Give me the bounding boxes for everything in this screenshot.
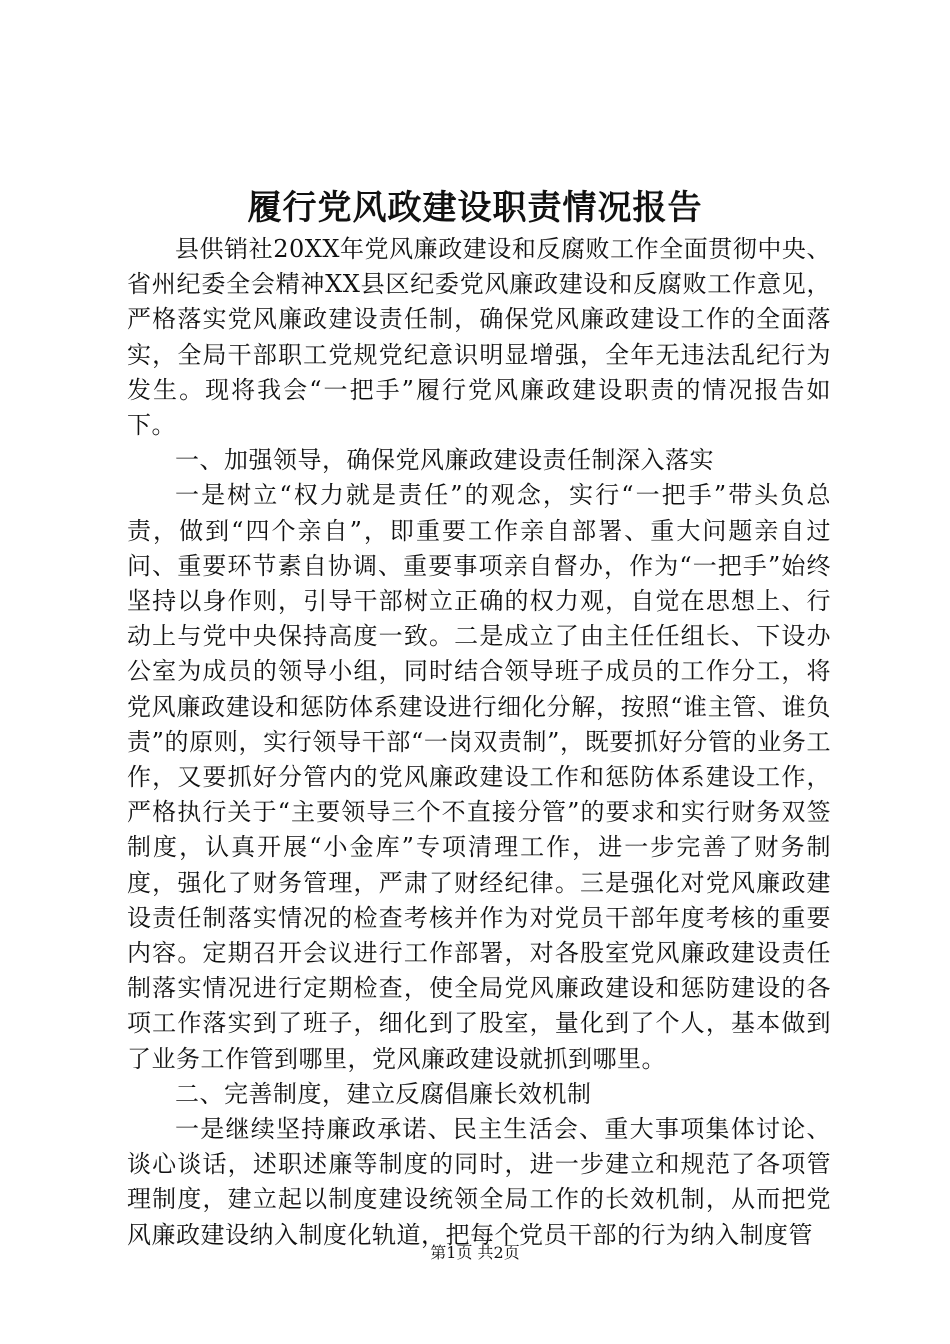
page-footer: 第1页 共2页 (430, 1243, 520, 1262)
section-1-paragraph: 一是树立“权力就是责任”的观念，实行“一把手”带头负总责，做到“四个亲自”，即重要工作亲自部署、重大问题亲自过问、重要环节素自协调、重要事项亲自督办，作为“一把手”始终坚持以身作则，引导干部树立正确的权力观，自觉在思想上、行动上与党中央保持高度一致。二是成立了由主任任组长、下设办公室为成员的领导小组，同时结合领导班子成员的工作分工，将党风廉政建设和惩防体系建设进行细化分解，按照“谁主管、谁负责”的原则，实行领导干部“一岗双责制”，既要抓好分管的业务工作，又要抓好分管内的党风廉政建设工作和惩防体系建设工作，严格执行关于“主要领导三个不直接分管”的要求和实行财务双签制度，认真开展“小金库”专项清理工作，进一步完善了财务制度，强化了财务管理，严肃了财经纪律。三是强化对党风廉政建设责任制落实情况的检查考核并作为对党员干部年度考核的重要内容。定期召开会议进行工作部署，对各股室党风廉政建设责任制落实情况进行定期检查，使全局党风廉政建设和惩防建设的各项工作落实到了班子，细化到了股室，量化到了个人，基本做到了业务工作管到哪里，党风廉政建设就抓到哪里。 (127, 481, 831, 1073)
document-title: 履行党风政建设职责情况报告 (247, 188, 703, 228)
section-heading-2: 二、完善制度，建立反腐倡廉长效机制 (175, 1079, 592, 1108)
section-2-paragraph: 一是继续坚持廉政承诺、民主生活会、重大事项集体讨论、谈心谈话，述职述廉等制度的同时，进一步建立和规范了各项管理制度，建立起以制度建设统领全局工作的长效机制，从而把党风廉政建设纳入制度化轨道，把每个党员干部的行为纳入制度管 (127, 1115, 831, 1249)
intro-paragraph: 县供销社20XX年党风廉政建设和反腐败工作全面贯彻中央、省州纪委全会精神XX县区纪委党风廉政建设和反腐败工作意见，严格落实党风廉政建设责任制，确保党风廉政建设工作的全面落实，全局干部职工党规党纪意识明显增强，全年无违法乱纪行为发生。现将我会“一把手”履行党风廉政建设职责的情况报告如下。 (127, 235, 831, 440)
document-body (127, 232, 831, 1253)
section-heading-1: 一、加强领导，确保党风廉政建设责任制深入落实 (175, 446, 714, 475)
